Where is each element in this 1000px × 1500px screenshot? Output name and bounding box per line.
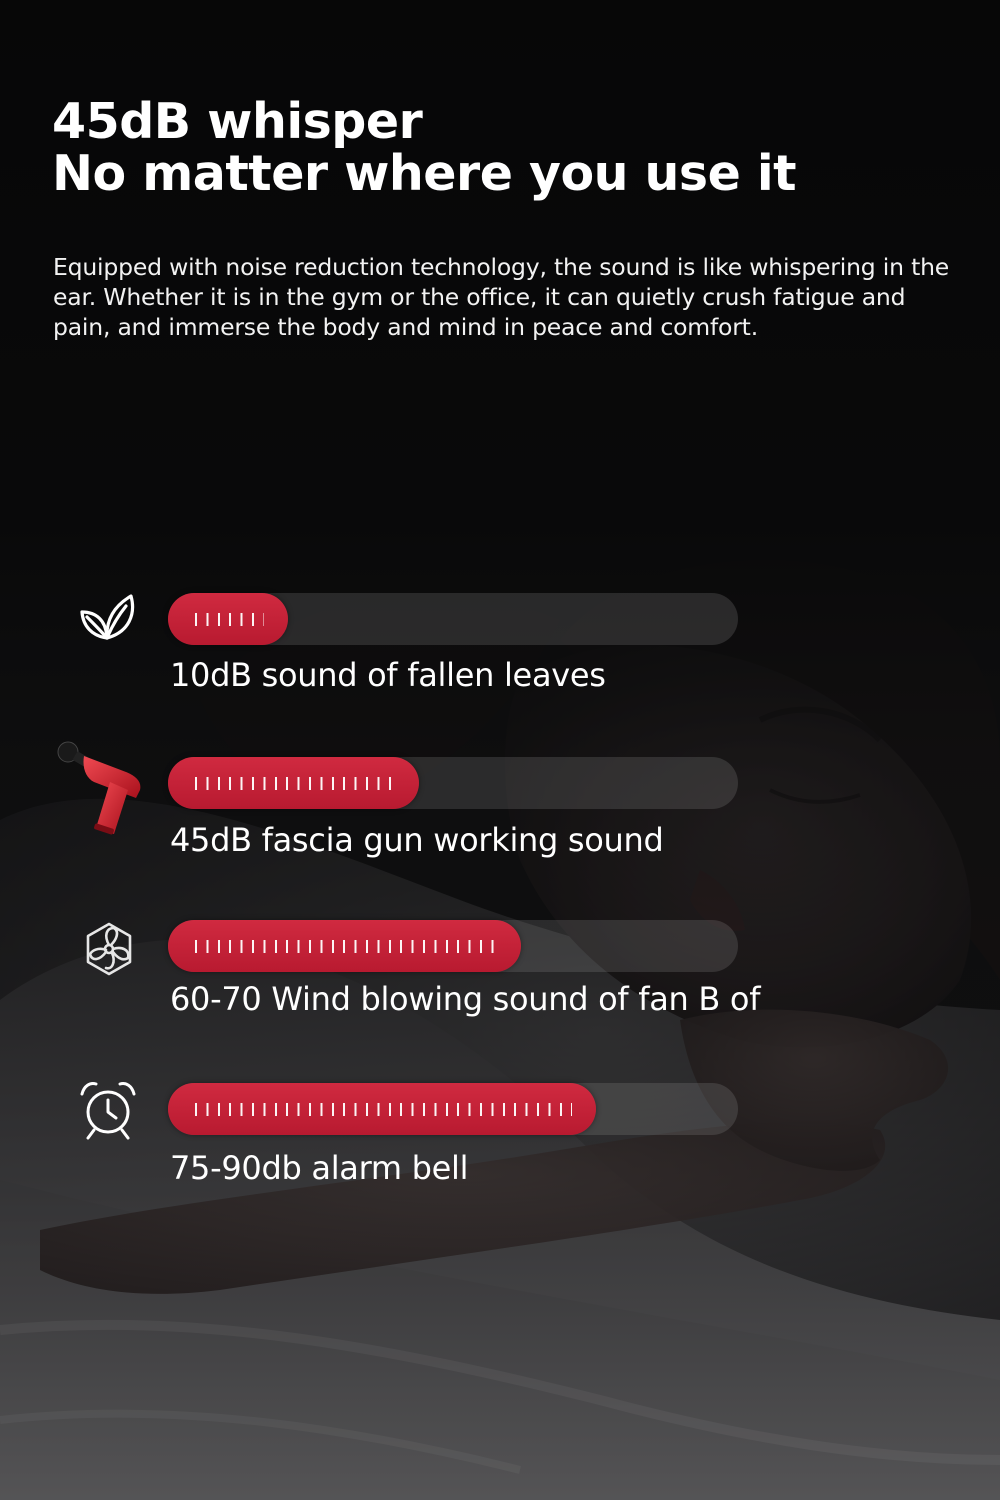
massage-gun-icon (56, 738, 152, 838)
level-fill (168, 1083, 596, 1135)
level-fill (168, 920, 521, 972)
level-label: 10dB sound of fallen leaves (170, 656, 606, 694)
level-track (168, 757, 738, 809)
alarm-clock-icon (76, 1078, 140, 1142)
level-label: 45dB fascia gun working sound (170, 821, 664, 859)
level-ticks (195, 613, 264, 626)
fan-icon (76, 916, 142, 982)
level-fill (168, 757, 419, 809)
headline-line-2: No matter where you use it (52, 145, 797, 202)
leaf-icon (74, 586, 144, 656)
description: Equipped with noise reduction technology, the sound is like whispering in the ear. Whether it is in the gym or the office, it can quietly crush fatigue and pain, and immerse the body and mind in peace and comfort. (53, 253, 950, 341)
level-label: 75-90db alarm bell (170, 1149, 469, 1187)
headline-line-1: 45dB whisper (52, 93, 423, 150)
level-ticks (195, 777, 395, 790)
level-ticks (195, 940, 497, 953)
level-ticks (195, 1103, 572, 1116)
level-label: 60-70 Wind blowing sound of fan B of (170, 980, 761, 1018)
level-track (168, 920, 738, 972)
level-track (168, 1083, 738, 1135)
level-track (168, 593, 738, 645)
level-fill (168, 593, 288, 645)
headline (52, 93, 797, 202)
